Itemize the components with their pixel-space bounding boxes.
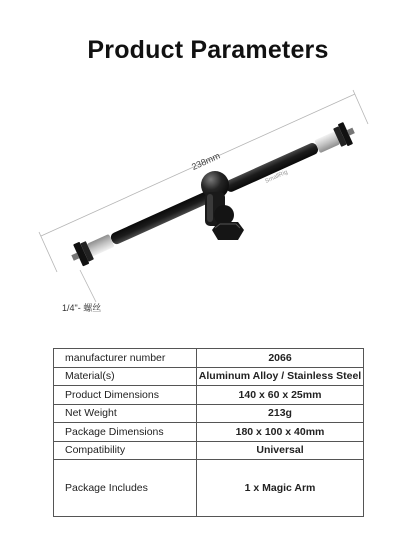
- spec-value: 180 x 100 x 40mm: [197, 423, 364, 442]
- table-row: [54, 460, 364, 517]
- spec-value: Aluminum Alloy / Stainless Steel: [197, 367, 364, 386]
- spec-label: Material(s): [54, 367, 197, 386]
- spec-value: 2066: [197, 349, 364, 368]
- page-title: Product Parameters: [87, 36, 329, 64]
- spec-label: Package Dimensions: [54, 423, 197, 442]
- spec-label: Compatibility: [54, 441, 197, 460]
- thread-label: 1/4"- 螺丝: [62, 303, 102, 313]
- spec-value: 1 x Magic Arm: [197, 460, 364, 517]
- spec-value: Universal: [197, 441, 364, 460]
- brand-label: SmallRig: [264, 169, 289, 185]
- table-row: [54, 441, 364, 460]
- spec-label: Package Includes: [54, 460, 197, 517]
- right-arm: [221, 119, 358, 198]
- spec-value: 140 x 60 x 25mm: [197, 386, 364, 405]
- length-label: 238mm: [190, 150, 222, 172]
- table-row: [54, 349, 364, 368]
- spec-value: 213g: [197, 404, 364, 423]
- left-arm: [68, 184, 217, 269]
- table-row: [54, 423, 364, 442]
- spec-label: manufacturer number: [54, 349, 197, 368]
- table-row: [54, 367, 364, 386]
- spec-label: Net Weight: [54, 404, 197, 423]
- spec-table: [53, 348, 364, 517]
- spec-label: Product Dimensions: [54, 386, 197, 405]
- table-row: [54, 404, 364, 423]
- table-row: [54, 386, 364, 405]
- magic-arm-product-image: [0, 80, 416, 330]
